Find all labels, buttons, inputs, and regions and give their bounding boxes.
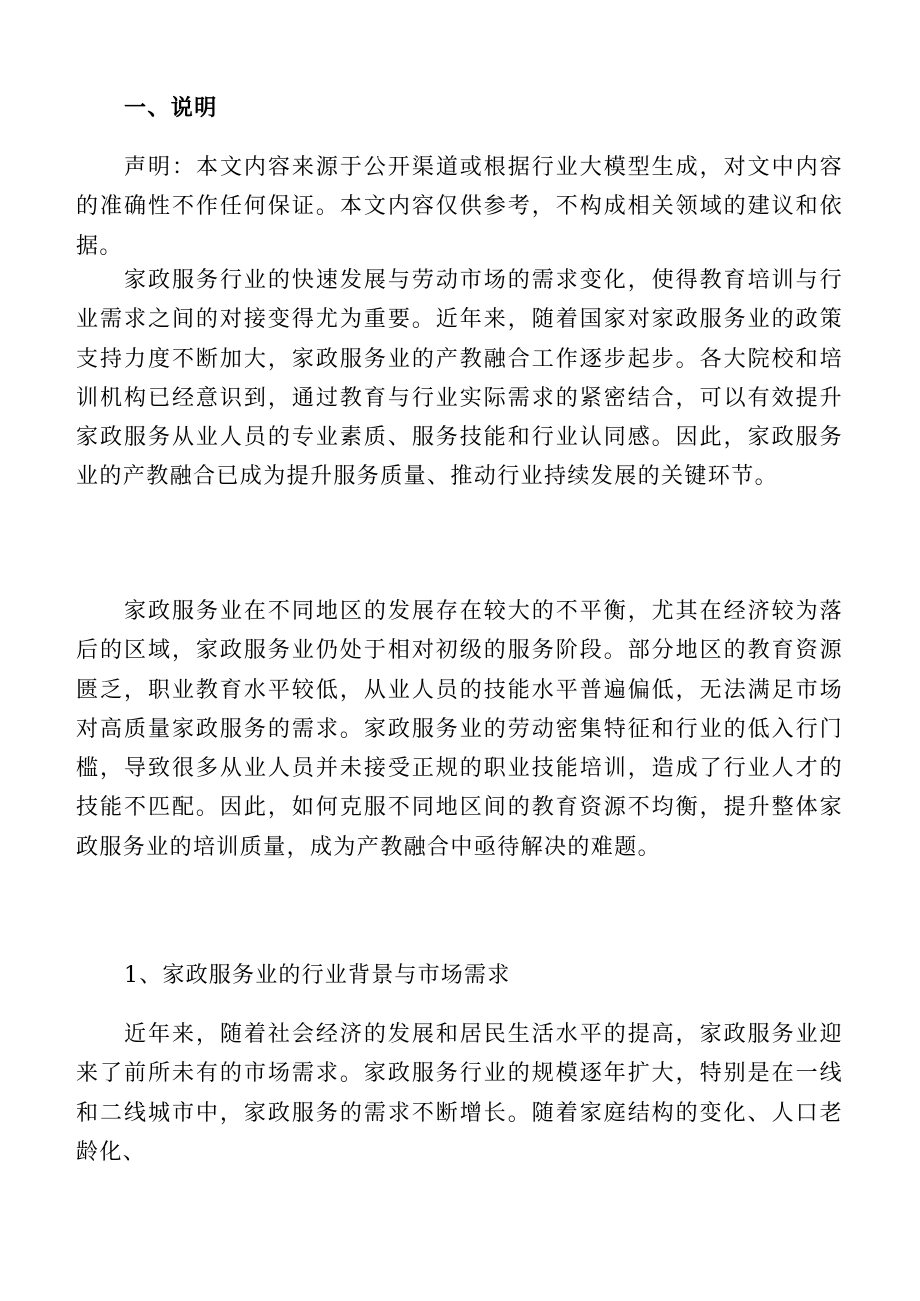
body-paragraph: 家政服务业在不同地区的发展存在较大的不平衡，尤其在经济较为落后的区域，家政服务业仍处于相对初级的服务阶段。部分地区的教育资源匮乏，职业教育水平较低，从业人员的技能水平普遍偏低，无法满足市场对高质量家政服务的需求。家政服务业的劳动密集特征和行业的低入行门槛，导致很多从业人员并未接受正规的职业技能培训，造成了行业人才的技能不匹配。因此，如何克服不同地区间的教育资源不均衡，提升整体家政服务业的培训质量，成为产教融合中亟待解决的难题。 bbox=[76, 599, 843, 860]
subsection-heading: 1、家政服务业的行业背景与市场需求 bbox=[124, 963, 511, 988]
body-paragraph: 近年来，随着社会经济的发展和居民生活水平的提高，家政服务业迎来了前所未有的市场需求。家政服务行业的规模逐年扩大，特别是在一线和二线城市中，家政服务的需求不断增长。随着家庭结构的变化、人口老龄化、 bbox=[76, 1022, 843, 1165]
body-paragraph: 家政服务行业的快速发展与劳动市场的需求变化，使得教育培训与行业需求之间的对接变得尤为重要。近年来，随着国家对家政服务业的政策支持力度不断加大，家政服务业的产教融合工作逐步起步。各大院校和培训机构已经意识到，通过教育与行业实际需求的紧密结合，可以有效提升家政服务从业人员的专业素质、服务技能和行业认同感。因此，家政服务业的产教融合已成为提升服务质量、推动行业持续发展的关键环节。 bbox=[76, 268, 843, 490]
disclaimer-paragraph: 声明：本文内容来源于公开渠道或根据行业大模型生成，对文中内容的准确性不作任何保证。本文内容仅供参考，不构成相关领域的建议和依据。 bbox=[76, 155, 843, 259]
section-heading: 一、说明 bbox=[124, 95, 218, 121]
